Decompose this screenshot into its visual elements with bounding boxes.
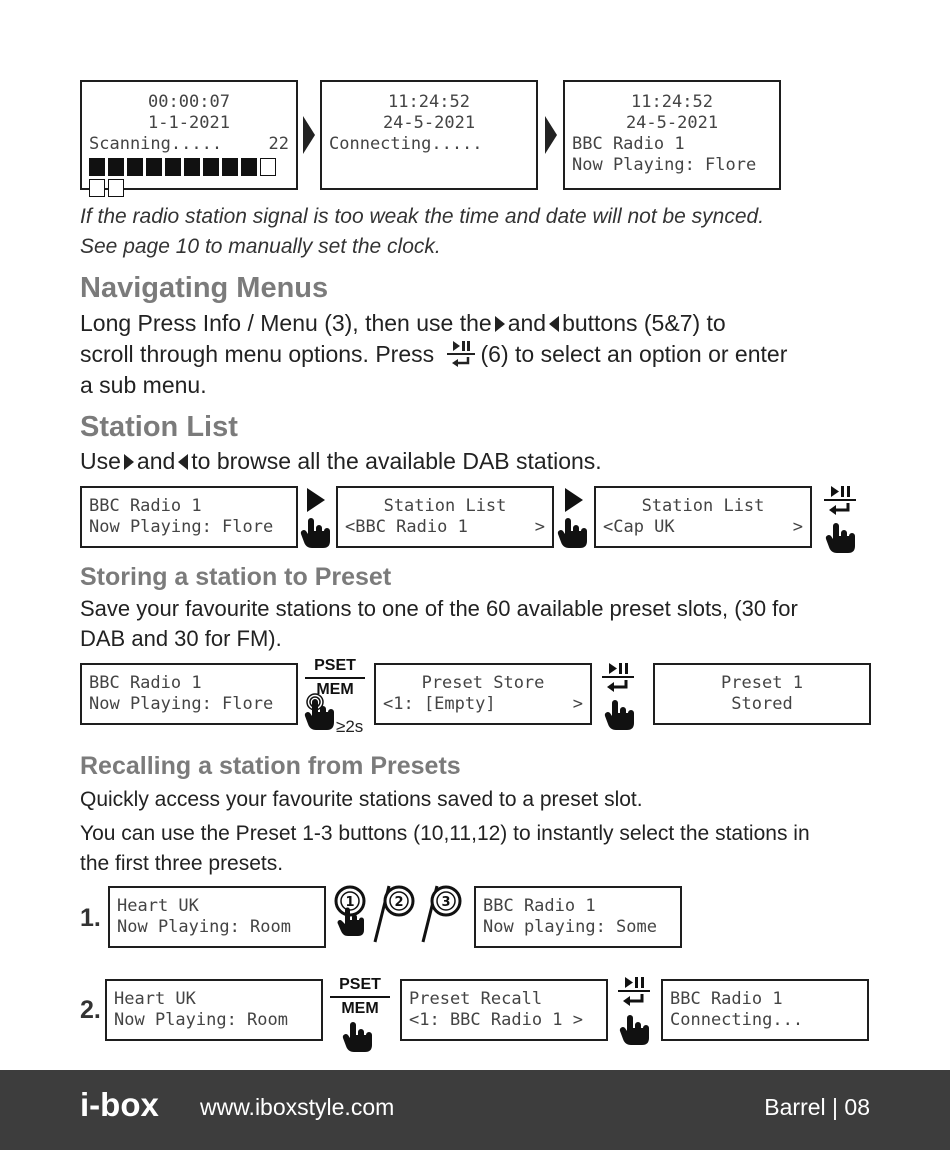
hand-press-icon xyxy=(604,697,636,731)
heading-storing-preset: Storing a station to Preset xyxy=(80,563,392,591)
play-right-icon xyxy=(124,454,134,470)
display-count: 22 xyxy=(268,134,289,154)
display-line2: Now Playing: Flore xyxy=(572,155,757,175)
progress-segment-filled xyxy=(222,158,238,176)
display-recall-1b: BBC Radio 1 Now playing: Some xyxy=(474,886,682,948)
website-url: www.iboxstyle.com xyxy=(200,1094,395,1120)
hand-press-icon xyxy=(825,520,857,554)
hand-press-icon xyxy=(342,1019,374,1053)
display-time: 00:00:07 xyxy=(148,92,230,112)
display-time: 11:24:52 xyxy=(631,92,713,112)
recall-text-1: Quickly access your favourite stations saved to a preset slot. xyxy=(80,788,643,811)
scan-progress-bar xyxy=(82,157,296,199)
play-pause-enter-icon xyxy=(444,340,478,368)
display-line1: BBC Radio 1 xyxy=(572,134,685,154)
play-left-icon xyxy=(178,454,188,470)
heading-recall-preset: Recalling a station from Presets xyxy=(80,752,461,780)
progress-segment-filled xyxy=(184,158,200,176)
hand-hold-icon xyxy=(304,692,338,732)
display-store-a: BBC Radio 1 Now Playing: Flore xyxy=(80,663,298,725)
svg-text:2: 2 xyxy=(394,895,404,910)
play-pause-enter-icon xyxy=(616,975,652,1009)
footer xyxy=(0,1070,950,1150)
right-button-icon xyxy=(565,488,583,512)
display-date: 24-5-2021 xyxy=(625,113,719,133)
display-station-c: Station List <Cap UK > xyxy=(594,486,812,548)
progress-segment-filled xyxy=(165,158,181,176)
store-preset-text: Save your favourite stations to one of the 60 available preset slots, (30 for DAB and 30 for FM). xyxy=(80,596,798,651)
pset-mem-button: PSET MEM xyxy=(305,657,365,699)
recall-text-2: You can use the Preset 1-3 buttons (10,11,12) to instantly select the stations in the first three presets. xyxy=(80,822,810,875)
step-number: 2. xyxy=(80,996,101,1024)
progress-segment-filled xyxy=(146,158,162,176)
arrow-right-icon xyxy=(303,116,315,154)
display-store-b: Preset Store <1: [Empty] > xyxy=(374,663,592,725)
play-right-icon xyxy=(495,316,505,332)
heading-navigating-menus: Navigating Menus xyxy=(80,272,329,304)
display-date: 1-1-2021 xyxy=(148,113,230,133)
display-scanning xyxy=(80,80,298,190)
display-connecting xyxy=(320,80,538,190)
display-station-b: Station List <BBC Radio 1 > xyxy=(336,486,554,548)
step-number: 1. xyxy=(80,904,101,932)
display-now-playing xyxy=(563,80,781,190)
sync-note: If the radio station signal is too weak the time and date will not be synced. See page 10 to manually set the clock. xyxy=(80,205,765,258)
display-date: 24-5-2021 xyxy=(382,113,476,133)
arrow-right-icon xyxy=(545,116,557,154)
progress-segment-empty xyxy=(108,179,124,197)
hold-duration-label: ≥2s xyxy=(336,717,364,736)
display-status: Connecting..... xyxy=(329,134,483,154)
page-number: Barrel | 08 xyxy=(764,1094,870,1120)
preset-buttons-icon xyxy=(333,884,468,946)
display-station-a: BBC Radio 1 Now Playing: Flore xyxy=(80,486,298,548)
station-list-text: Use and to browse all the available DAB stations. xyxy=(80,448,602,474)
hand-press-icon xyxy=(300,515,332,549)
display-recall-2c: BBC Radio 1 Connecting... xyxy=(661,979,869,1041)
play-left-icon xyxy=(549,316,559,332)
nav-menus-text: Long Press Info / Menu (3), then use the and buttons (5&7) to scroll through menu options. Press (6) to select an option or enter a sub menu. xyxy=(80,310,788,398)
display-recall-2a: Heart UK Now Playing: Room xyxy=(105,979,323,1041)
svg-text:3: 3 xyxy=(441,895,451,910)
svg-text:1: 1 xyxy=(345,895,355,910)
play-pause-enter-icon xyxy=(600,661,636,695)
progress-segment-filled xyxy=(241,158,257,176)
play-pause-enter-icon xyxy=(822,484,858,518)
display-recall-1a: Heart UK Now Playing: Room xyxy=(108,886,326,948)
display-time: 11:24:52 xyxy=(388,92,470,112)
right-button-icon xyxy=(307,488,325,512)
display-recall-2b: Preset Recall <1: BBC Radio 1 > xyxy=(400,979,608,1041)
progress-segment-filled xyxy=(89,158,105,176)
brand-logo: i-box xyxy=(80,1086,159,1123)
progress-segment-empty xyxy=(89,179,105,197)
hand-press-icon xyxy=(557,515,589,549)
display-status: Scanning..... xyxy=(89,134,223,154)
pset-mem-button: PSET MEM xyxy=(330,976,390,1018)
hand-press-icon xyxy=(619,1012,651,1046)
display-store-c: Preset 1 Stored xyxy=(653,663,871,725)
progress-segment-empty xyxy=(260,158,276,176)
progress-segment-filled xyxy=(203,158,219,176)
progress-segment-filled xyxy=(108,158,124,176)
progress-segment-filled xyxy=(127,158,143,176)
heading-station-list: Station List xyxy=(80,411,238,443)
